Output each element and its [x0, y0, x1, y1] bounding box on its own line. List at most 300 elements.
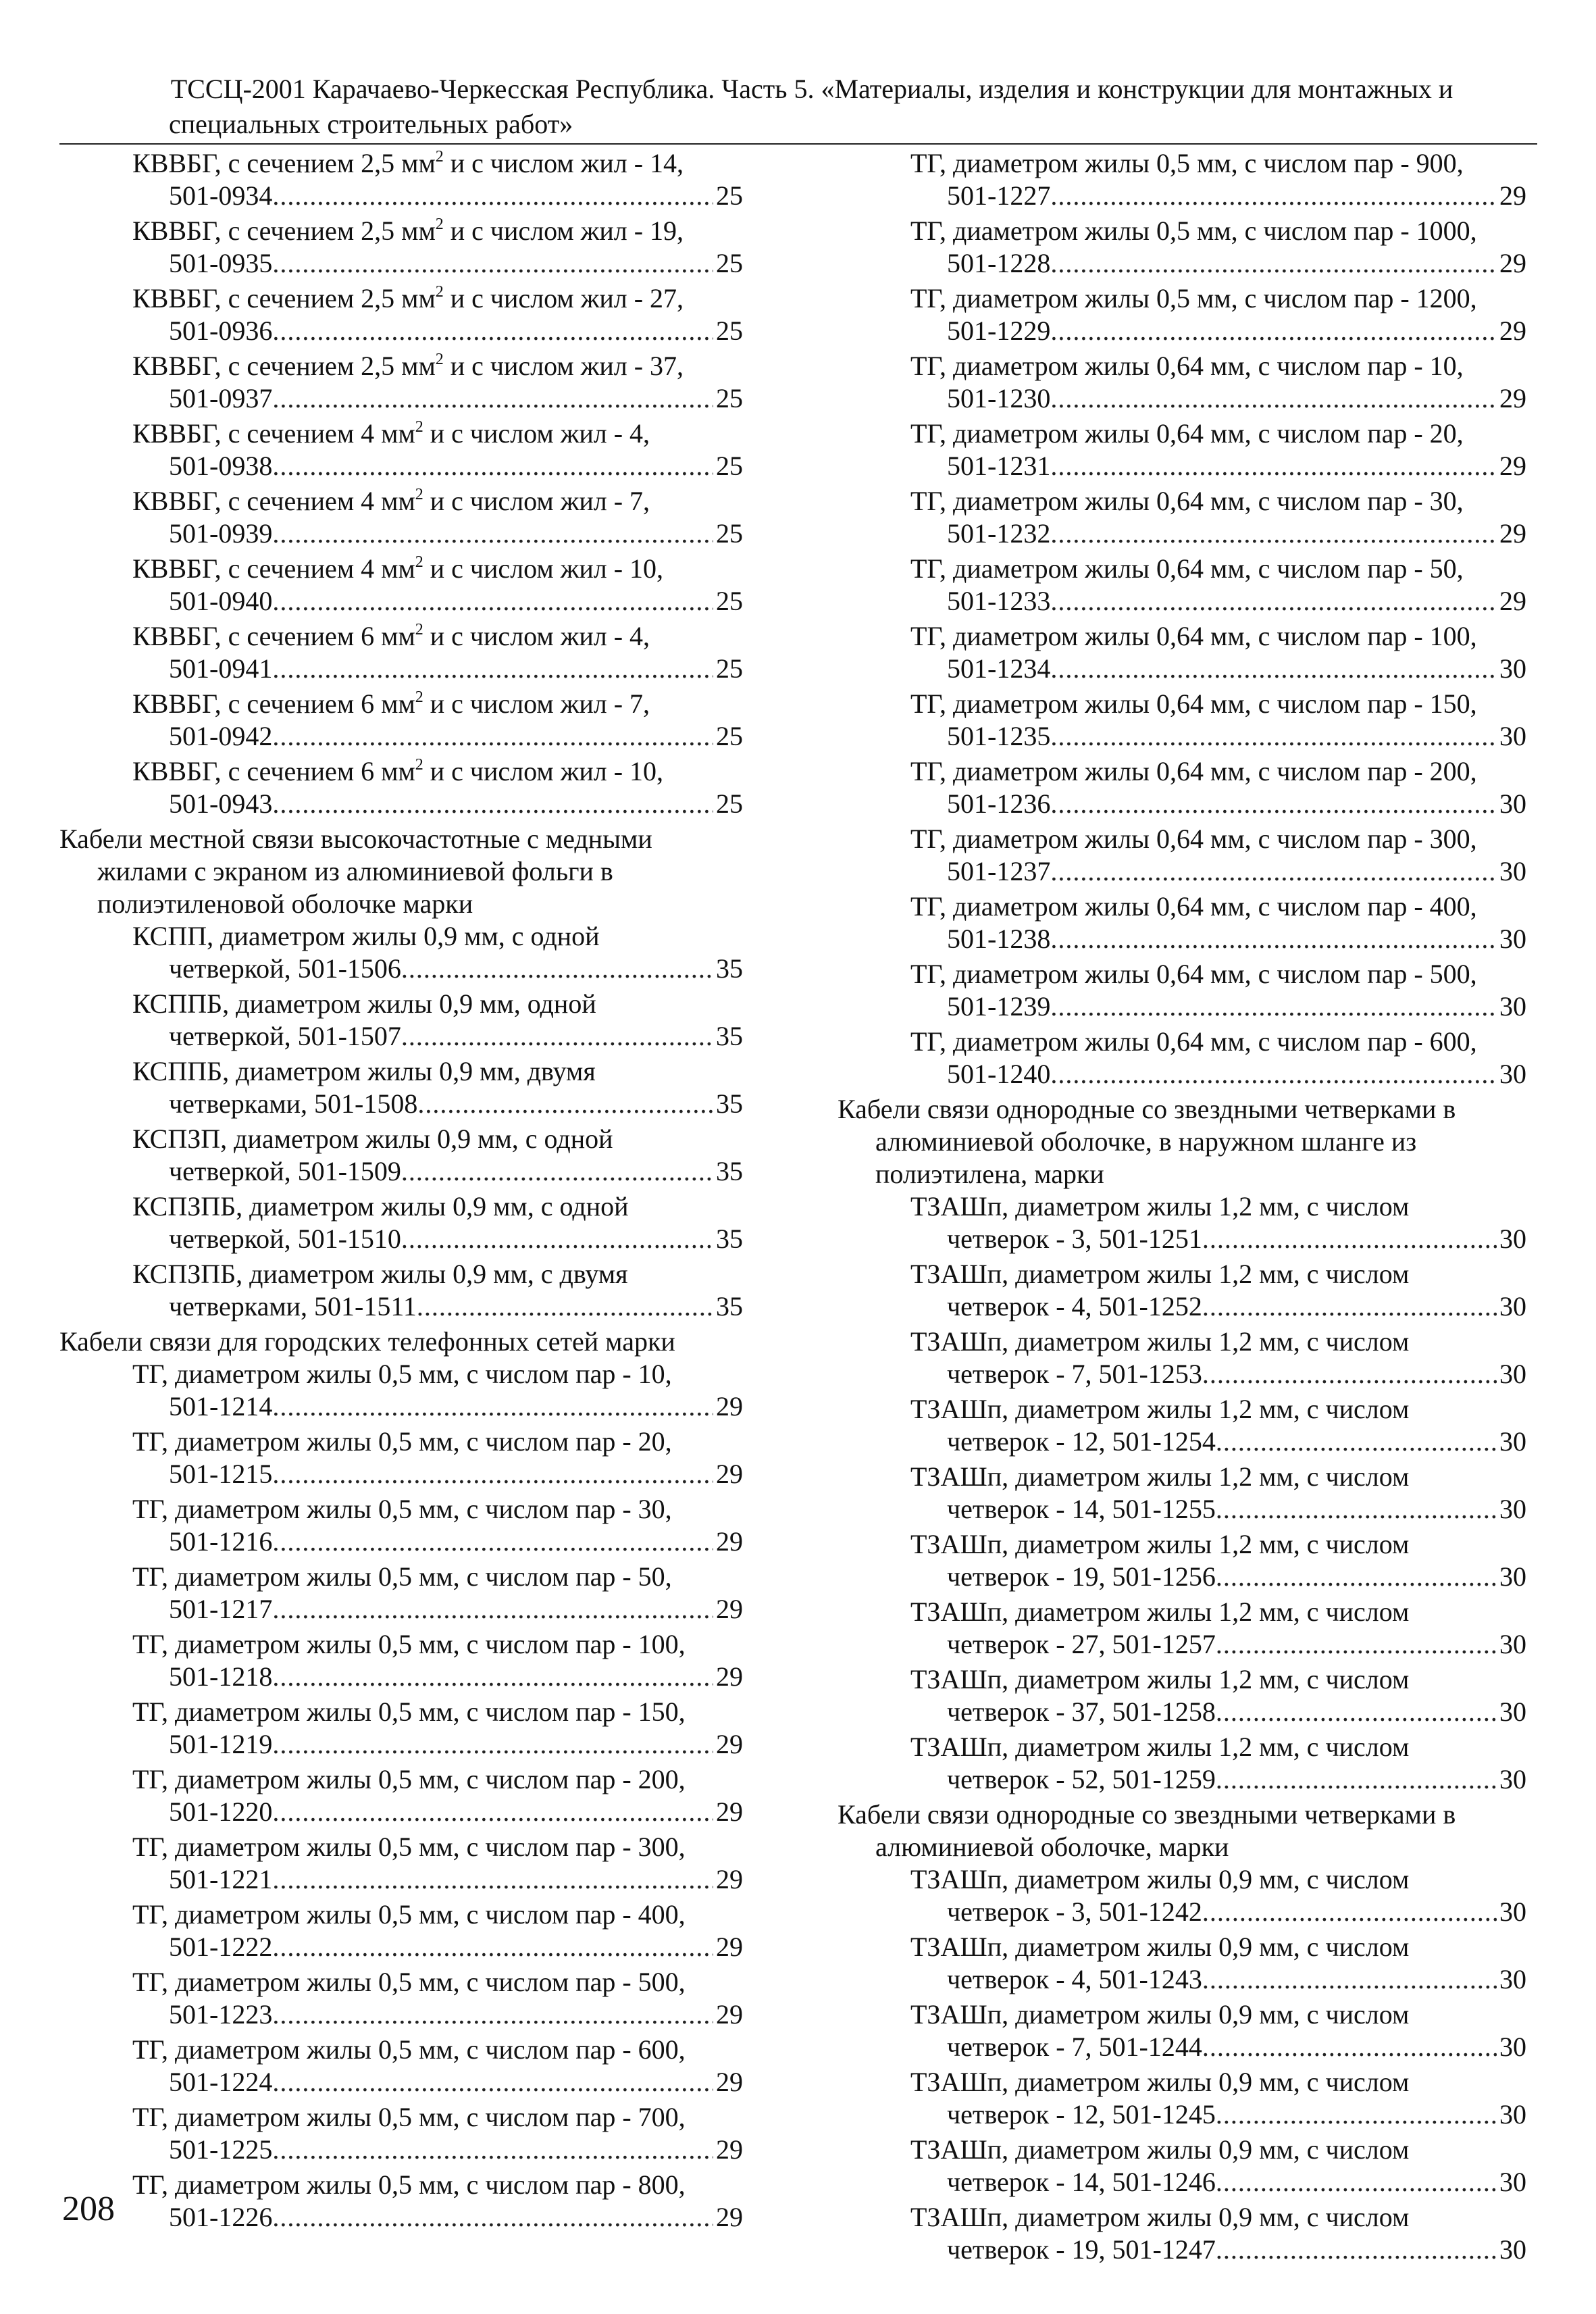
entry-description: ТГ, диаметром жилы 0,5 мм, с числом пар - 1200, [910, 283, 1477, 313]
entry-line [838, 2031, 1526, 2063]
entry-description [59, 215, 743, 247]
entry-code: 501-1232 [947, 518, 1051, 549]
index-entry [59, 2169, 743, 2234]
entry-description: ТЗАШп, диаметром жилы 0,9 мм, с числом [910, 1999, 1410, 2030]
dot-leader [1050, 788, 1497, 820]
header-rule [59, 143, 1537, 145]
entry-page-ref: 29 [1499, 383, 1526, 413]
entry-description-text: КВВБГ, с сечением 2,5 мм [132, 216, 436, 246]
entry-line [59, 1863, 743, 1896]
entry-code: 501-1225 [169, 2134, 273, 2165]
index-entry [59, 485, 743, 550]
entry-line [838, 180, 1526, 212]
header-line-1: ТССЦ-2001 Карачаево-Черкесская Республика. Часть 5. «Материалы, изделия и конструкции для монтажных и [170, 74, 1453, 104]
entry-page-ref: 25 [716, 586, 743, 616]
dot-leader [1050, 247, 1497, 280]
entry-code: 501-1214 [169, 1391, 273, 1422]
entry-description [59, 147, 743, 180]
entry-code: 501-1233 [947, 586, 1051, 616]
index-entry [838, 1596, 1526, 1661]
entry-description-text: КВВБГ, с сечением 6 мм [132, 688, 415, 719]
entry-code: 501-1222 [169, 1932, 273, 1962]
dot-leader [1050, 855, 1497, 888]
dot-leader [1202, 2031, 1497, 2063]
index-entry [838, 1461, 1526, 1526]
entry-description: КСПЗПБ, диаметром жилы 0,9 мм, с одной [132, 1191, 629, 1222]
entry-code: четверок - 37, 501-1258 [947, 1696, 1216, 1727]
entry-description: ТЗАШп, диаметром жилы 1,2 мм, с числом [910, 1394, 1410, 1424]
entry-page-ref: 30 [1499, 2032, 1526, 2062]
dot-leader [1216, 2234, 1497, 2266]
category-heading-line: полиэтиленовой оболочке марки [97, 888, 473, 919]
entry-line [838, 990, 1526, 1023]
dot-leader [272, 315, 713, 347]
entry-description-text: и с числом жил - 14, [443, 148, 684, 178]
entry-code: 501-1223 [169, 1999, 273, 2030]
entry-page-ref: 29 [1499, 180, 1526, 211]
entry-description-text: КВВБГ, с сечением 6 мм [132, 756, 415, 786]
index-entry [838, 620, 1526, 685]
entry-description-text: КВВБГ, с сечением 6 мм [132, 621, 415, 651]
index-entry [838, 1393, 1526, 1458]
category-heading-line: алюминиевой оболочке, марки [875, 1832, 1229, 1862]
entry-page-ref: 25 [716, 383, 743, 413]
index-entry [838, 1731, 1526, 1796]
entry-code: четверкой, 501-1509 [169, 1156, 401, 1186]
entry-line [838, 1561, 1526, 1593]
entry-page-ref: 29 [716, 2202, 743, 2232]
entry-line [838, 1963, 1526, 1996]
superscript-2: 2 [415, 486, 423, 503]
index-entry [59, 1831, 743, 1896]
entry-code: 501-1218 [169, 1661, 273, 1692]
entry-page-ref: 29 [716, 2134, 743, 2165]
index-entry [59, 988, 743, 1053]
entry-page-ref: 25 [716, 518, 743, 549]
index-entry [59, 1966, 743, 2031]
entry-page-ref: 30 [1499, 1494, 1526, 1524]
entry-description [59, 350, 743, 382]
entry-description: ТГ, диаметром жилы 0,64 мм, с числом пар - 20, [910, 418, 1464, 449]
entry-description-text: и с числом жил - 27, [443, 283, 684, 313]
entry-description [59, 553, 743, 585]
entry-code: 501-1216 [169, 1526, 273, 1557]
entry-page-ref: 30 [1499, 1764, 1526, 1794]
dot-leader [272, 1796, 713, 1828]
entry-page-ref: 29 [716, 1932, 743, 1962]
entry-page-ref: 25 [716, 653, 743, 684]
entry-page-ref: 30 [1499, 2099, 1526, 2130]
entry-description: ТЗАШп, диаметром жилы 1,2 мм, с числом [910, 1529, 1410, 1559]
entry-page-ref: 29 [1499, 451, 1526, 481]
entry-description: ТГ, диаметром жилы 0,5 мм, с числом пар - 500, [132, 1967, 686, 1997]
index-entry [838, 350, 1526, 415]
entry-page-ref: 30 [1499, 788, 1526, 819]
dot-leader [272, 2066, 713, 2098]
dot-leader [1216, 1628, 1497, 1661]
index-entry [838, 147, 1526, 212]
dot-leader [272, 2134, 713, 2166]
entry-code: четверок - 19, 501-1256 [947, 1561, 1216, 1592]
superscript-2: 2 [435, 148, 444, 166]
entry-description: ТГ, диаметром жилы 0,64 мм, с числом пар - 300, [910, 824, 1477, 854]
entry-line [59, 1020, 743, 1053]
entry-description-text: и с числом жил - 19, [443, 216, 684, 246]
dot-leader [1216, 1493, 1497, 1526]
entry-description: ТГ, диаметром жилы 0,64 мм, с числом пар - 100, [910, 621, 1477, 651]
index-entry [59, 920, 743, 985]
entry-line [838, 2098, 1526, 2131]
entry-code: четверкой, 501-1507 [169, 1021, 401, 1051]
entry-description: ТЗАШп, диаметром жилы 1,2 мм, с числом [910, 1259, 1410, 1289]
entry-line [59, 382, 743, 415]
index-entry [838, 1258, 1526, 1323]
entry-page-ref: 29 [1499, 248, 1526, 278]
entry-page-ref: 30 [1499, 1224, 1526, 1254]
entry-description: ТГ, диаметром жилы 0,64 мм, с числом пар - 10, [910, 351, 1464, 381]
entry-line [838, 518, 1526, 550]
index-entry [838, 1998, 1526, 2063]
entry-page-ref: 29 [716, 1661, 743, 1692]
entry-page-ref: 25 [716, 248, 743, 278]
dot-leader [272, 1998, 713, 2031]
category-heading [838, 1799, 1526, 1863]
entry-description-text: и с числом жил - 10, [423, 553, 664, 584]
dot-leader [272, 788, 713, 820]
index-entry [59, 1426, 743, 1490]
entry-description: КСПЗП, диаметром жилы 0,9 мм, с одной [132, 1124, 613, 1154]
entry-line [59, 2134, 743, 2166]
entry-description-text: КВВБГ, с сечением 4 мм [132, 553, 415, 584]
entry-page-ref: 30 [1499, 653, 1526, 684]
entry-line [838, 1223, 1526, 1255]
entry-code: четверками, 501-1511 [169, 1291, 417, 1322]
entry-line [838, 585, 1526, 618]
entry-description: ТГ, диаметром жилы 0,5 мм, с числом пар - 300, [132, 1832, 686, 1862]
entry-page-ref: 30 [1499, 2167, 1526, 2197]
entry-page-ref: 29 [1499, 518, 1526, 549]
dot-leader [1202, 1963, 1497, 1996]
index-entry [59, 1358, 743, 1423]
entry-code: 501-0941 [169, 653, 273, 684]
index-entry [59, 1696, 743, 1761]
entry-code: 501-0938 [169, 451, 273, 481]
index-entry [59, 418, 743, 482]
entry-page-ref: 30 [1499, 1561, 1526, 1592]
category-heading-line: жилами с экраном из алюминиевой фольги в [97, 856, 613, 886]
entry-page-ref: 29 [716, 2067, 743, 2097]
entry-line [59, 1290, 743, 1323]
dot-leader [401, 1223, 713, 1255]
entry-line [59, 518, 743, 550]
category-heading [838, 1093, 1526, 1190]
dot-leader [1050, 315, 1497, 347]
entry-description: ТГ, диаметром жилы 0,5 мм, с числом пар - 100, [132, 1629, 686, 1659]
index-entry [59, 2034, 743, 2098]
entry-page-ref: 29 [1499, 586, 1526, 616]
dot-leader [1216, 2098, 1497, 2131]
entry-description [59, 282, 743, 315]
entry-line [838, 923, 1526, 955]
entry-line [838, 2166, 1526, 2198]
entry-code: четверками, 501-1508 [169, 1088, 418, 1119]
superscript-2: 2 [415, 756, 423, 774]
index-entry [59, 2101, 743, 2166]
index-entry [59, 620, 743, 685]
entry-line [59, 1998, 743, 2031]
entry-page-ref: 29 [716, 1999, 743, 2030]
entry-description: ТГ, диаметром жилы 0,64 мм, с числом пар - 500, [910, 959, 1477, 989]
index-entry [838, 958, 1526, 1023]
entry-page-ref: 30 [1499, 721, 1526, 751]
entry-description [59, 418, 743, 450]
entry-description: ТГ, диаметром жилы 0,64 мм, с числом пар - 200, [910, 756, 1477, 786]
dot-leader [272, 180, 713, 212]
entry-line [59, 585, 743, 618]
entry-description: ТЗАШп, диаметром жилы 0,9 мм, с числом [910, 1864, 1410, 1894]
entry-line [59, 1728, 743, 1761]
index-entry [59, 215, 743, 280]
dot-leader [1050, 720, 1497, 753]
entry-page-ref: 29 [716, 1391, 743, 1422]
entry-page-ref: 35 [716, 1224, 743, 1254]
index-entry [59, 1190, 743, 1255]
entry-code: 501-0936 [169, 316, 273, 346]
dot-leader [272, 1728, 713, 1761]
entry-page-ref: 35 [716, 953, 743, 984]
entry-description: ТЗАШп, диаметром жилы 1,2 мм, с числом [910, 1326, 1410, 1357]
index-entry [838, 1528, 1526, 1593]
dot-leader [272, 2201, 713, 2234]
index-entry [838, 282, 1526, 347]
dot-leader [1216, 1561, 1497, 1593]
entry-description: ТЗАШп, диаметром жилы 0,9 мм, с числом [910, 1932, 1410, 1962]
entry-line [838, 1696, 1526, 1728]
entry-code: 501-1230 [947, 383, 1051, 413]
entry-page-ref: 30 [1499, 1964, 1526, 1994]
entry-description-text: и с числом жил - 7, [423, 688, 650, 719]
dot-leader [272, 1593, 713, 1626]
superscript-2: 2 [435, 283, 444, 301]
index-entry [59, 1493, 743, 1558]
entry-description: ТГ, диаметром жилы 0,64 мм, с числом пар - 150, [910, 688, 1477, 719]
dot-leader [1216, 1426, 1497, 1458]
entry-description: ТГ, диаметром жилы 0,5 мм, с числом пар - 900, [910, 148, 1464, 178]
entry-code: четверок - 12, 501-1245 [947, 2099, 1216, 2130]
dot-leader [272, 653, 713, 685]
index-entry [59, 282, 743, 347]
entry-description: ТГ, диаметром жилы 0,5 мм, с числом пар - 30, [132, 1494, 672, 1524]
entry-line [59, 1526, 743, 1558]
entry-line [59, 1155, 743, 1188]
entry-description: ТЗАШп, диаметром жилы 1,2 мм, с числом [910, 1191, 1410, 1222]
index-entry [59, 553, 743, 618]
entry-page-ref: 30 [1499, 991, 1526, 1022]
entry-code: 501-1235 [947, 721, 1051, 751]
entry-line [838, 1763, 1526, 1796]
index-entry [59, 350, 743, 415]
dot-leader [1050, 585, 1497, 618]
entry-page-ref: 30 [1499, 1696, 1526, 1727]
superscript-2: 2 [415, 553, 423, 571]
entry-description: ТЗАШп, диаметром жилы 1,2 мм, с числом [910, 1732, 1410, 1762]
entry-code: 501-1228 [947, 248, 1051, 278]
entry-line [59, 180, 743, 212]
entry-description-text: КВВБГ, с сечением 4 мм [132, 418, 415, 449]
dot-leader [401, 953, 713, 985]
entry-page-ref: 30 [1499, 1359, 1526, 1389]
index-entry [838, 215, 1526, 280]
entry-description [59, 485, 743, 518]
entry-code: 501-0942 [169, 721, 273, 751]
entry-page-ref: 29 [716, 1526, 743, 1557]
entry-line [59, 1223, 743, 1255]
category-heading-line: Кабели связи однородные со звездными четверками в [838, 1799, 1456, 1830]
dot-leader [272, 518, 713, 550]
category-heading-line: Кабели местной связи высокочастотные с медными [59, 824, 652, 854]
entry-line [59, 247, 743, 280]
entry-code: 501-0937 [169, 383, 273, 413]
category-heading-line: полиэтилена, марки [875, 1159, 1104, 1189]
entry-code: 501-1215 [169, 1459, 273, 1489]
entry-description-text: КВВБГ, с сечением 4 мм [132, 486, 415, 516]
entry-code: 501-1229 [947, 316, 1051, 346]
entry-description: ТГ, диаметром жилы 0,64 мм, с числом пар - 400, [910, 891, 1477, 922]
index-entry [838, 1326, 1526, 1390]
entry-code: 501-1239 [947, 991, 1051, 1022]
entry-line [59, 2201, 743, 2234]
right-column [838, 147, 1526, 2269]
entry-line [59, 1458, 743, 1490]
entry-code: 501-1220 [169, 1796, 273, 1827]
entry-description-text: и с числом жил - 10, [423, 756, 664, 786]
index-entry [838, 890, 1526, 955]
index-entry [838, 1931, 1526, 1996]
entry-description [59, 620, 743, 653]
dot-leader [1202, 1223, 1497, 1255]
entry-page-ref: 35 [716, 1088, 743, 1119]
dot-leader [1216, 2166, 1497, 2198]
entry-code: четверок - 12, 501-1254 [947, 1426, 1216, 1457]
entry-line [838, 1358, 1526, 1390]
entry-page-ref: 30 [1499, 2234, 1526, 2265]
entry-description-text: и с числом жил - 4, [423, 621, 650, 651]
superscript-2: 2 [435, 351, 444, 368]
entry-description: ТЗАШп, диаметром жилы 1,2 мм, с числом [910, 1461, 1410, 1492]
entry-code: 501-1217 [169, 1594, 273, 1624]
index-entry [59, 1258, 743, 1323]
index-entry [838, 485, 1526, 550]
dot-leader [272, 1526, 713, 1558]
index-entry [59, 1763, 743, 1828]
entry-line [838, 1896, 1526, 1928]
entry-page-ref: 29 [716, 1459, 743, 1489]
entry-page-ref: 25 [716, 721, 743, 751]
entry-description: ТГ, диаметром жилы 0,5 мм, с числом пар - 700, [132, 2102, 686, 2132]
entry-page-ref: 35 [716, 1021, 743, 1051]
entry-line [59, 1390, 743, 1423]
entry-code: четверкой, 501-1506 [169, 953, 401, 984]
entry-line [838, 855, 1526, 888]
dot-leader [1050, 518, 1497, 550]
entry-line [838, 315, 1526, 347]
entry-code: четверок - 27, 501-1257 [947, 1629, 1216, 1659]
entry-line [59, 315, 743, 347]
entry-line [838, 382, 1526, 415]
entry-line [59, 1796, 743, 1828]
entry-code: 501-1227 [947, 180, 1051, 211]
entry-code: 501-0943 [169, 788, 273, 819]
category-heading-line: Кабели связи однородные со звездными четверками в [838, 1094, 1456, 1124]
entry-line [838, 1493, 1526, 1526]
entry-page-ref: 25 [716, 788, 743, 819]
dot-leader [1216, 1763, 1497, 1796]
entry-line [59, 1088, 743, 1120]
index-entry [59, 1561, 743, 1626]
category-heading [59, 1326, 743, 1358]
dot-leader [1050, 990, 1497, 1023]
entry-page-ref: 29 [716, 1594, 743, 1624]
index-entry [838, 1026, 1526, 1090]
entry-page-ref: 35 [716, 1156, 743, 1186]
entry-code: 501-1226 [169, 2202, 273, 2232]
entry-code: четверок - 4, 501-1243 [947, 1964, 1202, 1994]
entry-description: КСПЗПБ, диаметром жилы 0,9 мм, с двумя [132, 1259, 628, 1289]
entry-description-text: КВВБГ, с сечением 2,5 мм [132, 148, 436, 178]
entry-code: 501-1219 [169, 1729, 273, 1759]
entry-page-ref: 30 [1499, 924, 1526, 954]
dot-leader [272, 450, 713, 482]
superscript-2: 2 [415, 688, 423, 706]
entry-page-ref: 30 [1499, 1629, 1526, 1659]
entry-description: ТГ, диаметром жилы 0,64 мм, с числом пар - 30, [910, 486, 1464, 516]
index-entry [838, 2201, 1526, 2266]
entry-line [59, 2066, 743, 2098]
index-entry [838, 755, 1526, 820]
entry-line [838, 1628, 1526, 1661]
entry-code: 501-0940 [169, 586, 273, 616]
entry-page-ref: 29 [1499, 316, 1526, 346]
entry-description-text: КВВБГ, с сечением 2,5 мм [132, 283, 436, 313]
index-entry [59, 147, 743, 212]
entry-line [59, 1661, 743, 1693]
index-entry [838, 1663, 1526, 1728]
index-entry [838, 2066, 1526, 2131]
index-entry [838, 1190, 1526, 1255]
entry-code: четверок - 3, 501-1242 [947, 1896, 1202, 1927]
entry-description: ТГ, диаметром жилы 0,5 мм, с числом пар - 1000, [910, 216, 1477, 246]
entry-description: ТГ, диаметром жилы 0,5 мм, с числом пар - 800, [132, 2169, 686, 2200]
entry-line [838, 1290, 1526, 1323]
entry-code: 501-0935 [169, 248, 273, 278]
entry-code: 501-1234 [947, 653, 1051, 684]
entry-code: четверок - 52, 501-1259 [947, 1764, 1216, 1794]
entry-page-ref: 25 [716, 180, 743, 211]
entry-description: ТГ, диаметром жилы 0,5 мм, с числом пар - 50, [132, 1561, 672, 1592]
category-heading-line: алюминиевой оболочке, в наружном шланге из [875, 1126, 1417, 1157]
dot-leader [1202, 1358, 1497, 1390]
index-entry [838, 823, 1526, 888]
entry-description: ТГ, диаметром жилы 0,64 мм, с числом пар - 600, [910, 1026, 1477, 1057]
dot-leader [272, 585, 713, 618]
entry-code: 501-1238 [947, 924, 1051, 954]
entry-description: ТЗАШп, диаметром жилы 0,9 мм, с числом [910, 2134, 1410, 2165]
entry-line [59, 953, 743, 985]
dot-leader [272, 1863, 713, 1896]
index-entry [59, 755, 743, 820]
dot-leader [272, 382, 713, 415]
entry-description: ТЗАШп, диаметром жилы 1,2 мм, с числом [910, 1596, 1410, 1627]
